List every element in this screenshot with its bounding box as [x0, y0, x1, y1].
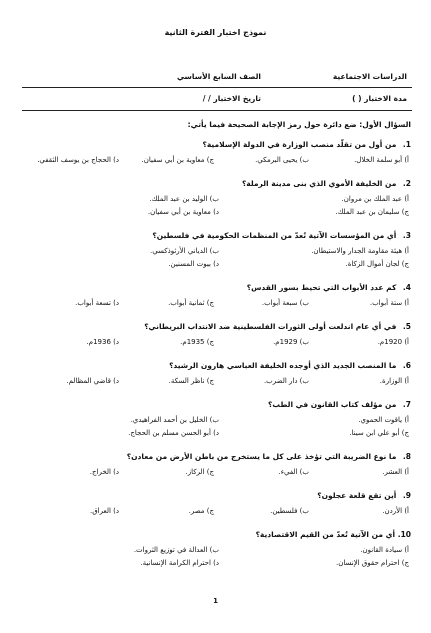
- answer-option[interactable]: ب) العدالة في توزيع الثروات.: [133, 546, 219, 554]
- answer-option[interactable]: ج) الركاز.: [185, 468, 214, 476]
- question-number: 4.: [402, 283, 411, 292]
- question-text: ما نوع الضريبة التي تؤخذ على كل ما يستخرج من باطن الأرض من معادن؟: [126, 452, 397, 461]
- question-number: 10.: [397, 530, 411, 539]
- answer-option[interactable]: د) تسعة أبواب.: [75, 299, 119, 307]
- answer-option[interactable]: ب) 1929م.: [273, 338, 309, 346]
- answer-option[interactable]: أ) الوزارة.: [379, 377, 409, 385]
- answer-option[interactable]: ب) الخليل بن أحمد الفراهيدي.: [130, 416, 219, 424]
- question-text: ما المنصب الجديد الذي أوجده الخليفة العباسي هارون الرشيد؟: [169, 361, 397, 370]
- answer-option[interactable]: ب) يحيى البرمكي.: [255, 156, 309, 164]
- answer-option[interactable]: د) بيوت المسنين.: [168, 260, 219, 268]
- answer-option[interactable]: د) الخراج.: [89, 468, 119, 476]
- question-number: 5.: [402, 322, 411, 331]
- question-text: كم عدد الأبواب التي تحيط بسور القدس؟: [246, 283, 397, 292]
- question-number: 2.: [402, 179, 411, 188]
- question-text: من أول من تقلّد منصب الوزارة في الدولة الإسلامية؟: [202, 140, 397, 149]
- question-number: 7.: [402, 400, 411, 409]
- option-row: [17, 377, 409, 391]
- question-7: [19, 400, 411, 409]
- question-8: [19, 452, 411, 461]
- answer-option[interactable]: ب) الفيء.: [278, 468, 309, 476]
- question-3: [19, 231, 411, 240]
- question-text: أين تقع قلعة عجلون؟: [317, 491, 397, 500]
- answer-option[interactable]: أ) ستة أبواب.: [369, 299, 409, 307]
- option-row: [17, 468, 409, 482]
- exam-title: نموذج اختبار الفترة الثانية: [164, 28, 267, 37]
- question-text: أي من المؤسسات الآتية تُعدّ من المنظمات الحكومية في فلسطين؟: [152, 231, 397, 240]
- answer-option[interactable]: ج) مصر.: [188, 507, 214, 515]
- answer-option[interactable]: د) أبو الحسن مسلم بن الحجاج.: [128, 429, 219, 437]
- answer-option[interactable]: ج) معاوية بن أبي سفيان.: [141, 156, 214, 164]
- answer-option[interactable]: ج) ثمانية أبواب.: [168, 299, 214, 307]
- question-number: 9.: [402, 491, 411, 500]
- answer-option[interactable]: أ) سيادة القانون.: [360, 546, 409, 554]
- option-row: [17, 247, 409, 261]
- question-text: من الخليفة الأموي الذي بنى مدينة الرملة؟: [241, 179, 397, 188]
- question-5: [19, 322, 411, 331]
- question-4: [19, 283, 411, 292]
- answer-option[interactable]: ب) الدياني الأرثوذكسي.: [149, 247, 219, 255]
- option-row: [17, 195, 409, 209]
- answer-option[interactable]: ج) أبو علي ابن سينا.: [349, 429, 409, 437]
- option-row: [17, 156, 409, 170]
- question-6: [19, 361, 411, 370]
- answer-option[interactable]: ج) ناظر السكة.: [168, 377, 214, 385]
- answer-option[interactable]: ج) 1935م.: [180, 338, 214, 346]
- answer-option[interactable]: د) العراق.: [90, 507, 119, 515]
- subject-label: الدراسات الاجتماعية: [332, 72, 407, 81]
- answer-option[interactable]: أ) هيئة مقاومة الجدار والاستيطان.: [311, 247, 409, 255]
- question-number: 1.: [402, 140, 411, 149]
- answer-option[interactable]: د) معاوية بن أبي سفيان.: [147, 208, 219, 216]
- question-9: [19, 491, 411, 500]
- answer-option[interactable]: أ) 1920م.: [377, 338, 409, 346]
- answer-option[interactable]: د) الحجاج بن يوسف الثقفي.: [37, 156, 119, 164]
- answer-option[interactable]: د) 1936م.: [86, 338, 119, 346]
- answer-option[interactable]: ب) سبعة أبواب.: [261, 299, 309, 307]
- option-row: [17, 260, 409, 274]
- section-instruction: السؤال الأول: ضع دائرة حول رمز الإجابة الصحيحة فيما يأتي:: [187, 120, 411, 129]
- answer-option[interactable]: أ) ياقوت الحموي.: [358, 416, 409, 424]
- option-row: [17, 546, 409, 560]
- header-divider-bottom: [22, 110, 412, 111]
- question-text: أي من الآتية تُعدّ من القيم الاقتصادية؟: [255, 530, 396, 539]
- answer-option[interactable]: ب) الوليد بن عبد الملك.: [149, 195, 219, 203]
- question-number: 6.: [402, 361, 411, 370]
- answer-option[interactable]: أ) العشر.: [382, 468, 409, 476]
- option-row: [17, 299, 409, 313]
- option-row: [17, 416, 409, 430]
- answer-option[interactable]: ج) سليمان بن عبد الملك.: [335, 208, 409, 216]
- option-row: [17, 507, 409, 521]
- question-number: 3.: [402, 231, 411, 240]
- option-row: [17, 429, 409, 443]
- answer-option[interactable]: أ) عبد الملك بن مروان.: [341, 195, 409, 203]
- question-text: في أي عام اندلعت أولى الثورات الفلسطينية ضد الانتداب البريطاني؟: [144, 322, 397, 331]
- answer-option[interactable]: د) احترام الكرامة الإنسانية.: [140, 559, 219, 567]
- answer-option[interactable]: د) قاضي المظالم.: [66, 377, 119, 385]
- header-divider: [22, 87, 412, 88]
- date-label: تاريخ الاختبار / /: [202, 94, 261, 103]
- answer-option[interactable]: أ) الأردن.: [382, 507, 409, 515]
- grade-label: الصف السابع الأساسي: [176, 72, 261, 81]
- answer-option[interactable]: ج) لجان أموال الزكاة.: [345, 260, 409, 268]
- answer-option[interactable]: أ) أبو سلمة الخلال.: [354, 156, 409, 164]
- answer-option[interactable]: ب) دار الضرب.: [263, 377, 309, 385]
- answer-option[interactable]: ب) فلسطين.: [270, 507, 309, 515]
- answer-option[interactable]: ج) احترام حقوق الإنسان.: [336, 559, 409, 567]
- question-10: [19, 530, 411, 539]
- option-row: [17, 338, 409, 352]
- question-1: [19, 140, 411, 149]
- duration-label: مدة الاختبار ( ): [352, 94, 407, 103]
- option-row: [17, 559, 409, 573]
- option-row: [17, 208, 409, 222]
- question-2: [19, 179, 411, 188]
- question-number: 8.: [402, 452, 411, 461]
- page-number: 1: [213, 597, 218, 605]
- question-text: من مؤلف كتاب القانون في الطب؟: [268, 400, 397, 409]
